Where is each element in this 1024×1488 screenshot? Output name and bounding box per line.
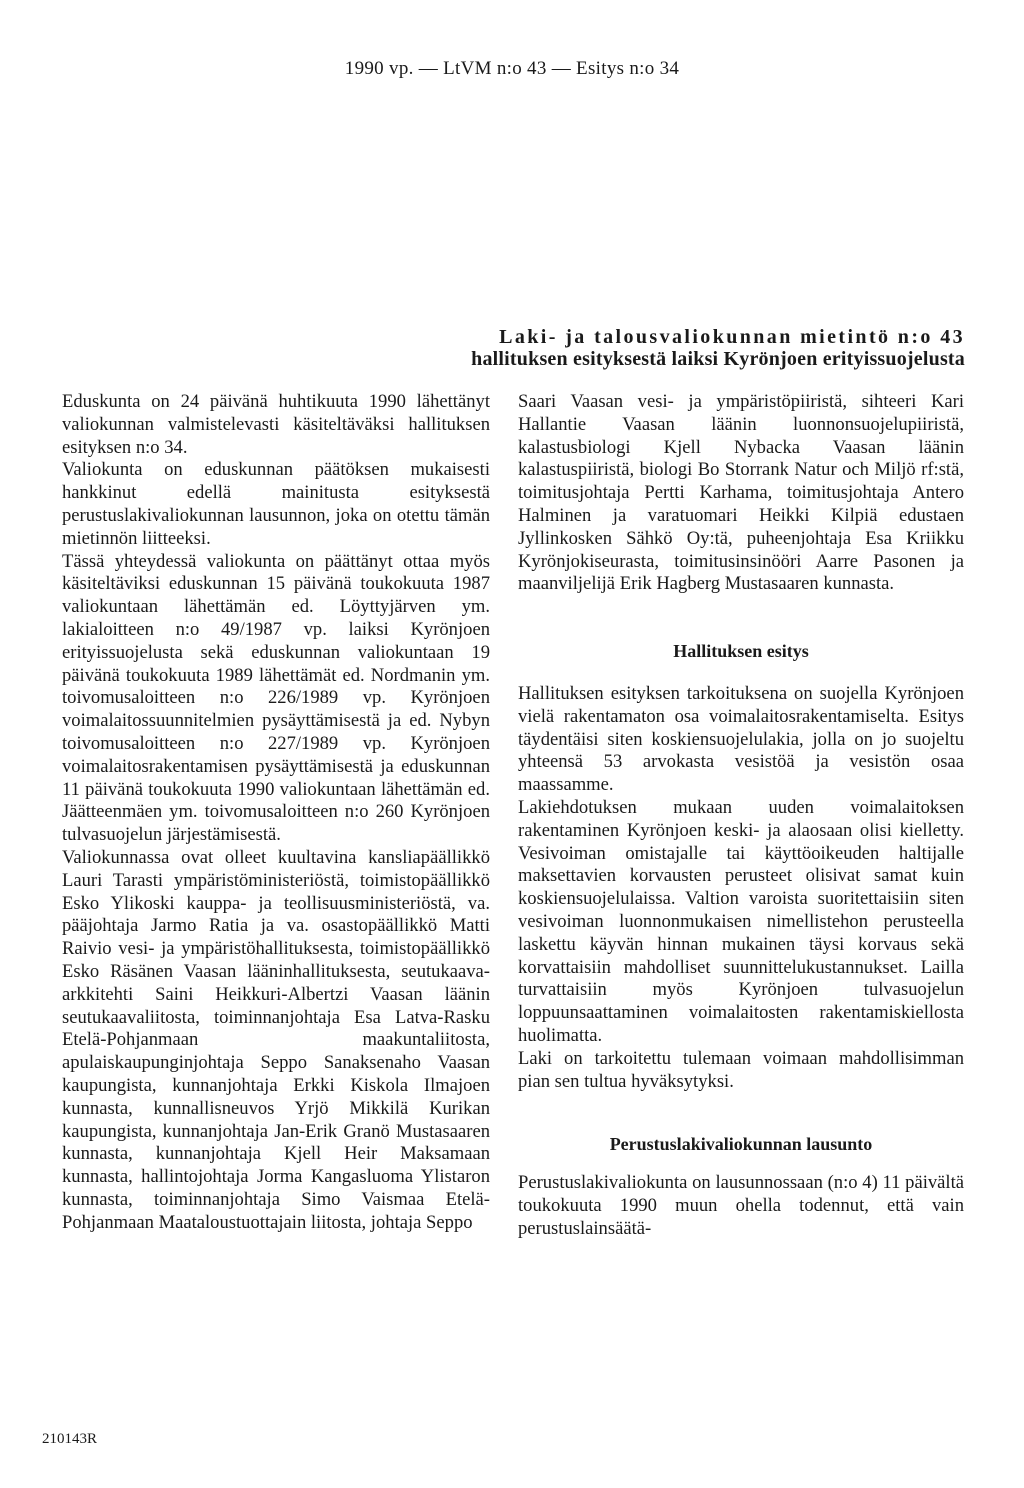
paragraph: Laki on tarkoitettu tulemaan voimaan mahdollisimman pian sen tultua hyväksytyksi. [518, 1047, 964, 1092]
paragraph: Valiokunnassa ovat olleet kuultavina kansliapäällikkö Lauri Tarasti ympäristöministeriöstä, toimistopäällikkö Esko Ylikoski kauppa- ja teollisuusministeriöstä, va. pääjohtaja Jarmo Ratia ja va. osastopäällikkö Matti Raivio vesi- ja ympäristöhallituksesta, toimistopäällikkö Esko Räsänen Vaasan lääninhallituksesta, seutukaava-arkkitehti Saini Heikkuri-Albertzi Vaasan läänin seutukaavaliitosta, toiminnanjohtaja Esa Latva-Rasku Etelä-Pohjanmaan maakuntaliitosta, apulaiskaupunginjohtaja Seppo Sanaksenaho Vaasan kaupungista, kunnanjohtaja Erkki Kiskola Ilmajoen kunnasta, kunnallisneuvos Yrjö Mikkilä Kurikan kaupungista, kunnanjohtaja Jan-Erik Granö Mustasaaren kunnasta, kunnanjohtaja Kjell Heir Maksamaan kunnasta, hallintojohtaja Jorma Kangasluoma Ylistaron kunnasta, toiminnanjohtaja Simo Vaismaa Etelä-Pohjanmaan Maataloustuottajain liitosta, johtaja Seppo [62, 846, 490, 1233]
section-heading-hallituksen-esitys: Hallituksen esitys [673, 641, 809, 662]
paragraph: Lakiehdotuksen mukaan uuden voimalaitoksen rakentaminen Kyrönjoen keski- ja alaosaan olisi kielletty. Vesivoiman omistajalle tai käyttöoikeuden haltijalle maksettavien korvausten perusteet olisivat samat kuin koskiensuojelulaissa. Valtion varoista suoritettaisiin siten vesivoiman luonnonmukaisen nimellistehon perusteella laskettu käyvän hinnan mukainen täysi korvaus sekä korvattaisiin mahdolliset suunnittelukustannukset. Lailla turvattaisiin myös Kyrönjoen tulvasuojelun loppuunsaattaminen voimalaitosten rakentamiskiellosta huolimatta. [518, 796, 964, 1046]
paragraph: Hallituksen esityksen tarkoituksena on suojella Kyrönjoen vielä rakentamaton osa voimalaitosrakentamiselta. Esitys täydentäisi siten koskiensuojelulakia, jolla on jo suojeltu yhteensä 53 arvokasta vesistöä ja vesistön osaa maassamme. [518, 682, 964, 796]
paragraph: Saari Vaasan vesi- ja ympäristöpiiristä, sihteeri Kari Hallantie Vaasan läänin luonnonsuojelupiiristä, kalastusbiologi Kjell Nybacka Vaasan läänin kalastuspiiristä, biologi Bo Storrank Natur och Miljö rf:stä, toimitusjohtaja Pertti Karhama, toimitusjohtaja Antero Halminen ja varatuomari Heikki Kilpiä edustaen Jyllinkosken Sähkö Oy:tä, puheenjohtaja Esa Kriikku Kyrönjokiseurasta, toimitusinsinööri Aarre Pasonen ja maanviljelijä Erik Hagberg Mustasaaren kunnasta. [518, 391, 964, 595]
report-title-line1: Laki- ja talousvaliokunnan mietintö n:o 43 [499, 326, 965, 348]
right-column [518, 391, 964, 1241]
report-title-line2: hallituksen esityksestä laiksi Kyrönjoen erityissuojelusta [471, 348, 965, 370]
page-header: 1990 vp. — LtVM n:o 43 — Esitys n:o 34 [344, 58, 680, 79]
left-column [62, 391, 490, 1234]
paragraph: Tässä yhteydessä valiokunta on päättänyt ottaa myös käsiteltäviksi eduskunnan 15 päivänä toukokuuta 1987 valiokuntaan lähettämän ed. Löyttyjärven ym. lakialoitteen n:o 49/1987 vp. laiksi Kyrönjoen erityissuojelusta sekä eduskunnan valiokuntaan 19 päivänä toukokuuta 1989 lähettämät ed. Nordmanin ym. toivomusaloitteen n:o 226/1989 vp. Kyrönjoen voimalaitossuunnitelmien pysäyttämisestä ja ed. Nybyn toivomusaloitteen n:o 227/1989 vp. Kyrönjoen voimalaitosrakentamisen pysäyttämisestä ja eduskunnan 11 päivänä toukokuuta 1990 valiokuntaan lähettämän ed. Jäätteenmäen ym. toivomusaloitteen n:o 260 Kyrönjoen tulvasuojelun järjestämisestä. [62, 550, 490, 846]
report-title [345, 326, 965, 370]
paragraph: Eduskunta on 24 päivänä huhtikuuta 1990 lähettänyt valiokunnan valmistelevasti käsiteltäväksi hallituksen esityksen n:o 34. [62, 391, 490, 458]
print-code: 210143R [42, 1431, 98, 1447]
paragraph: Perustuslakivaliokunta on lausunnossaan (n:o 4) 11 päivältä toukokuuta 1990 muun ohella todennut, että vain perustuslainsäätä- [518, 1172, 964, 1239]
paragraph: Valiokunta on eduskunnan päätöksen mukaisesti hankkinut edellä mainitusta esityksestä perustuslakivaliokunnan lausunnon, joka on otettu tämän mietinnön liitteeksi. [62, 459, 490, 549]
section-heading-perustuslakivaliokunnan-lausunto: Perustuslakivaliokunnan lausunto [609, 1134, 873, 1155]
